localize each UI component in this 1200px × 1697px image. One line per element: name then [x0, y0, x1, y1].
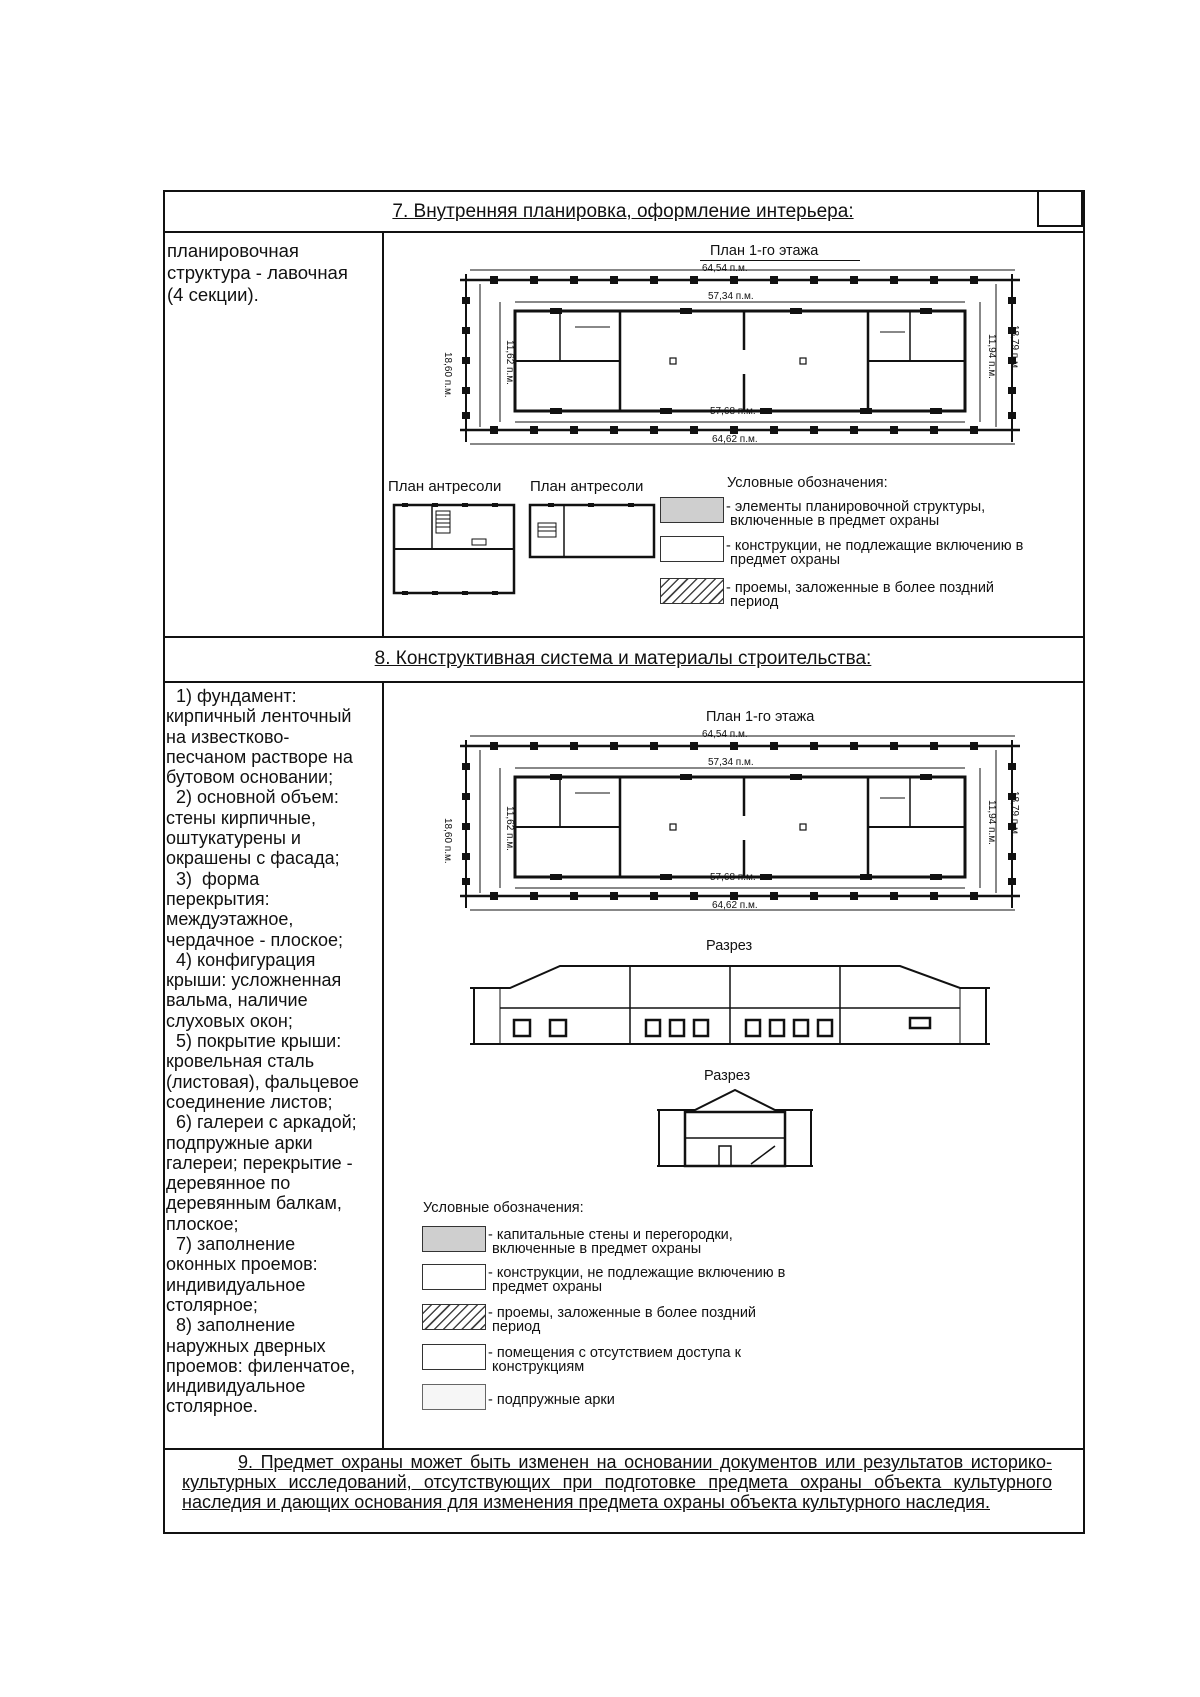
column-divider — [382, 231, 384, 636]
section8-left-text: 1) фундамент: кирпичный ленточный на известково- песчаном растворе на бутовом основании; 2) основной объем: стены кирпичные, оштукатурены и окрашены с фасада; 3) форма перекрытия: междуэтажное, чердачное - плоское; 4) конфигурация крыши: усложненная вальма, наличие слуховых окон; 5) покрытие крыши: кровельная сталь (листовая), фальцевое соединение листов; 6) галереи с аркадой; подпружные арки галереи; перекрытие - деревянное по деревянным балкам, плоское; 7) заполнение оконных проемов: индивидуальное столярное; 8) заполнение наружных дверных проемов: филенчатое, индивидуальное столярное. — [166, 686, 359, 1417]
dim-inner-bottom: 57,68 п.м. — [710, 406, 756, 417]
column-divider — [382, 681, 384, 1448]
dim-top: 64,54 п.м. — [702, 729, 748, 740]
dim-bottom: 64,62 п.м. — [712, 434, 758, 445]
row-divider — [163, 636, 1083, 638]
dim-left-outer: 18,60 п.м. — [442, 352, 453, 398]
dim-right-outer: 18,79 п.м. — [1009, 325, 1020, 371]
dim-inner-top: 57,34 п.м. — [708, 291, 754, 302]
section7-left-text: планировочная структура - лавочная (4 секции). — [167, 240, 348, 305]
dim-right-inner: 11,94 п.м. — [986, 334, 997, 379]
dim-left-outer: 18,60 п.м. — [442, 818, 453, 864]
legend-text: - проемы, заложенные в более поздний период — [488, 1305, 757, 1335]
section7-plan-title: План 1-го этажа — [710, 243, 819, 259]
plan-title-rule — [700, 260, 860, 261]
section-cut-title-1: Разрез — [706, 938, 753, 954]
section7-heading: 7. Внутренняя планировка, оформление интерьера: — [392, 201, 854, 222]
dim-inner-bottom: 57,68 п.м. — [710, 872, 756, 883]
mezzanine-title-2: План антресоли — [530, 478, 644, 495]
dim-right-inner: 11,94 п.м. — [986, 800, 997, 845]
section-cut-drawing-1 — [470, 958, 990, 1046]
legend-swatch-grey — [422, 1226, 486, 1252]
mezzanine-plan-2 — [528, 503, 656, 559]
legend-swatch-hatch — [660, 578, 724, 604]
section8-legend-title: Условные обозначения: — [423, 1200, 584, 1216]
dim-bottom: 64,62 п.м. — [712, 900, 758, 911]
mezzanine-plan-1 — [392, 503, 516, 595]
legend-text: - помещения с отсутствием доступа к конструкциям — [488, 1345, 741, 1375]
row-divider — [163, 231, 1083, 233]
legend-swatch-hatch — [422, 1304, 486, 1330]
legend-swatch-white — [660, 536, 724, 562]
section9-note: 9. Предмет охраны может быть изменен на основании документов или результатов историко-культурных исследований, отсутствующих при подготовке предмета охраны объекта культурного наследия и дающих основания для изменения предмета охраны объекта культурного наследия. — [182, 1452, 1052, 1512]
legend-text: - конструкции, не подлежащие включению в предмет охраны — [488, 1265, 786, 1295]
legend-swatch-light — [422, 1384, 486, 1410]
dim-left-inner: 11,62 п.м. — [504, 340, 515, 385]
dim-left-inner: 11,62 п.м. — [504, 806, 515, 851]
section8-plan-title: План 1-го этажа — [706, 709, 815, 725]
legend-text: - элементы планировочной структуры, включенные в предмет охраны — [726, 499, 986, 529]
row-divider — [163, 681, 1083, 683]
legend-text: - конструкции, не подлежащие включению в предмет охраны — [726, 538, 1024, 568]
dim-inner-top: 57,34 п.м. — [708, 757, 754, 768]
legend-text: - подпружные арки — [488, 1392, 615, 1408]
legend-swatch-white — [422, 1344, 486, 1370]
legend-text: - проемы, заложенные в более поздний период — [726, 580, 995, 610]
section8-heading: 8. Конструктивная система и материалы строительства: — [374, 648, 872, 669]
legend-text: - капитальные стены и перегородки, включенные в предмет охраны — [488, 1227, 733, 1257]
dim-right-outer: 18,79 п.м. — [1009, 791, 1020, 837]
mezzanine-title-1: План антресоли — [388, 478, 502, 495]
legend-swatch-grey — [660, 497, 724, 523]
section-cut-drawing-2 — [655, 1088, 815, 1168]
section-cut-title-2: Разрез — [704, 1068, 751, 1084]
dim-top: 64,54 п.м. — [702, 263, 748, 274]
legend-swatch-white — [422, 1264, 486, 1290]
row-divider — [163, 1448, 1083, 1450]
section7-legend-title: Условные обозначения: — [727, 475, 888, 491]
